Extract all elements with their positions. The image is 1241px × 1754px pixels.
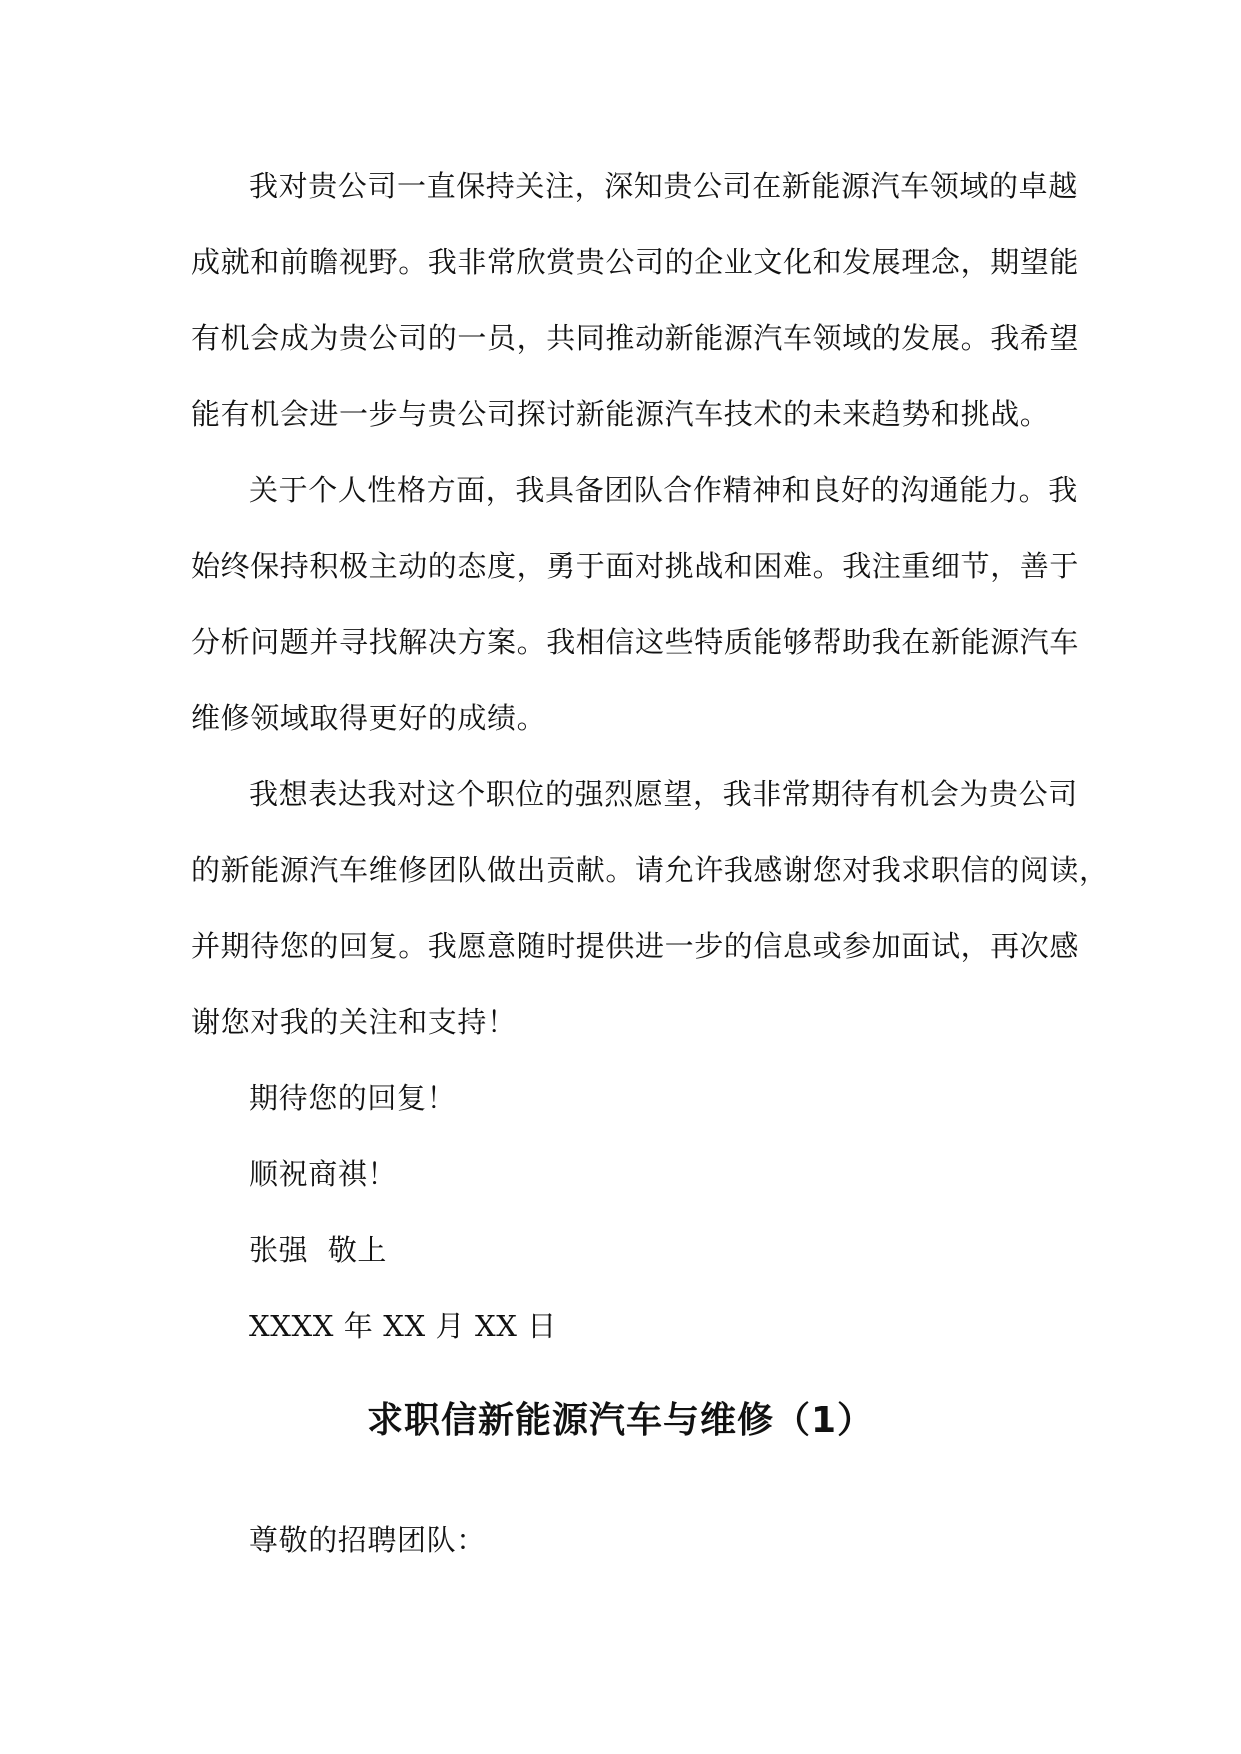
- paragraph-line: 我对贵公司一直保持关注，深知贵公司在新能源汽车领域的卓越: [249, 169, 1078, 203]
- date: XXXX 年 XX 月 XX 日: [249, 1309, 557, 1343]
- paragraph-line: 有机会成为贵公司的一员，共同推动新能源汽车领域的发展。我希望: [191, 321, 1080, 355]
- paragraph-line: 关于个人性格方面，我具备团队合作精神和良好的沟通能力。我: [249, 473, 1078, 507]
- paragraph-line: 我想表达我对这个职位的强烈愿望，我非常期待有机会为贵公司: [249, 777, 1078, 811]
- paragraph-desire: [191, 756, 1109, 1060]
- closing-expect-reply: 期待您的回复！: [249, 1081, 457, 1115]
- paragraph-line: 能有机会进一步与贵公司探讨新能源汽车技术的未来趋势和挑战。: [191, 397, 1050, 431]
- paragraph-line: 的新能源汽车维修团队做出贡献。请允许我感谢您对我求职信的阅读，: [191, 853, 1109, 887]
- salutation: 尊敬的招聘团队：: [249, 1523, 486, 1557]
- letter-title: 求职信新能源汽车与维修（1）: [366, 1400, 875, 1441]
- paragraph-interest: [191, 148, 1080, 452]
- signature: 张强 敬上: [249, 1233, 388, 1267]
- closing-block: [191, 1060, 1057, 1364]
- closing-regards: 顺祝商祺！: [249, 1157, 398, 1191]
- paragraph-personality: [191, 452, 1080, 756]
- paragraph-line: 始终保持积极主动的态度，勇于面对挑战和困难。我注重细节，善于: [191, 549, 1080, 583]
- paragraph-line: 分析问题并寻找解决方案。我相信这些特质能够帮助我在新能源汽车: [191, 625, 1080, 659]
- paragraph-line: 并期待您的回复。我愿意随时提供进一步的信息或参加面试，再次感: [191, 929, 1080, 963]
- letter-body: [191, 148, 1109, 1364]
- paragraph-line: 谢您对我的关注和支持！: [191, 1005, 517, 1039]
- paragraph-line: 维修领域取得更好的成绩。: [191, 701, 547, 735]
- paragraph-line: 成就和前瞻视野。我非常欣赏贵公司的企业文化和发展理念，期望能: [191, 245, 1080, 279]
